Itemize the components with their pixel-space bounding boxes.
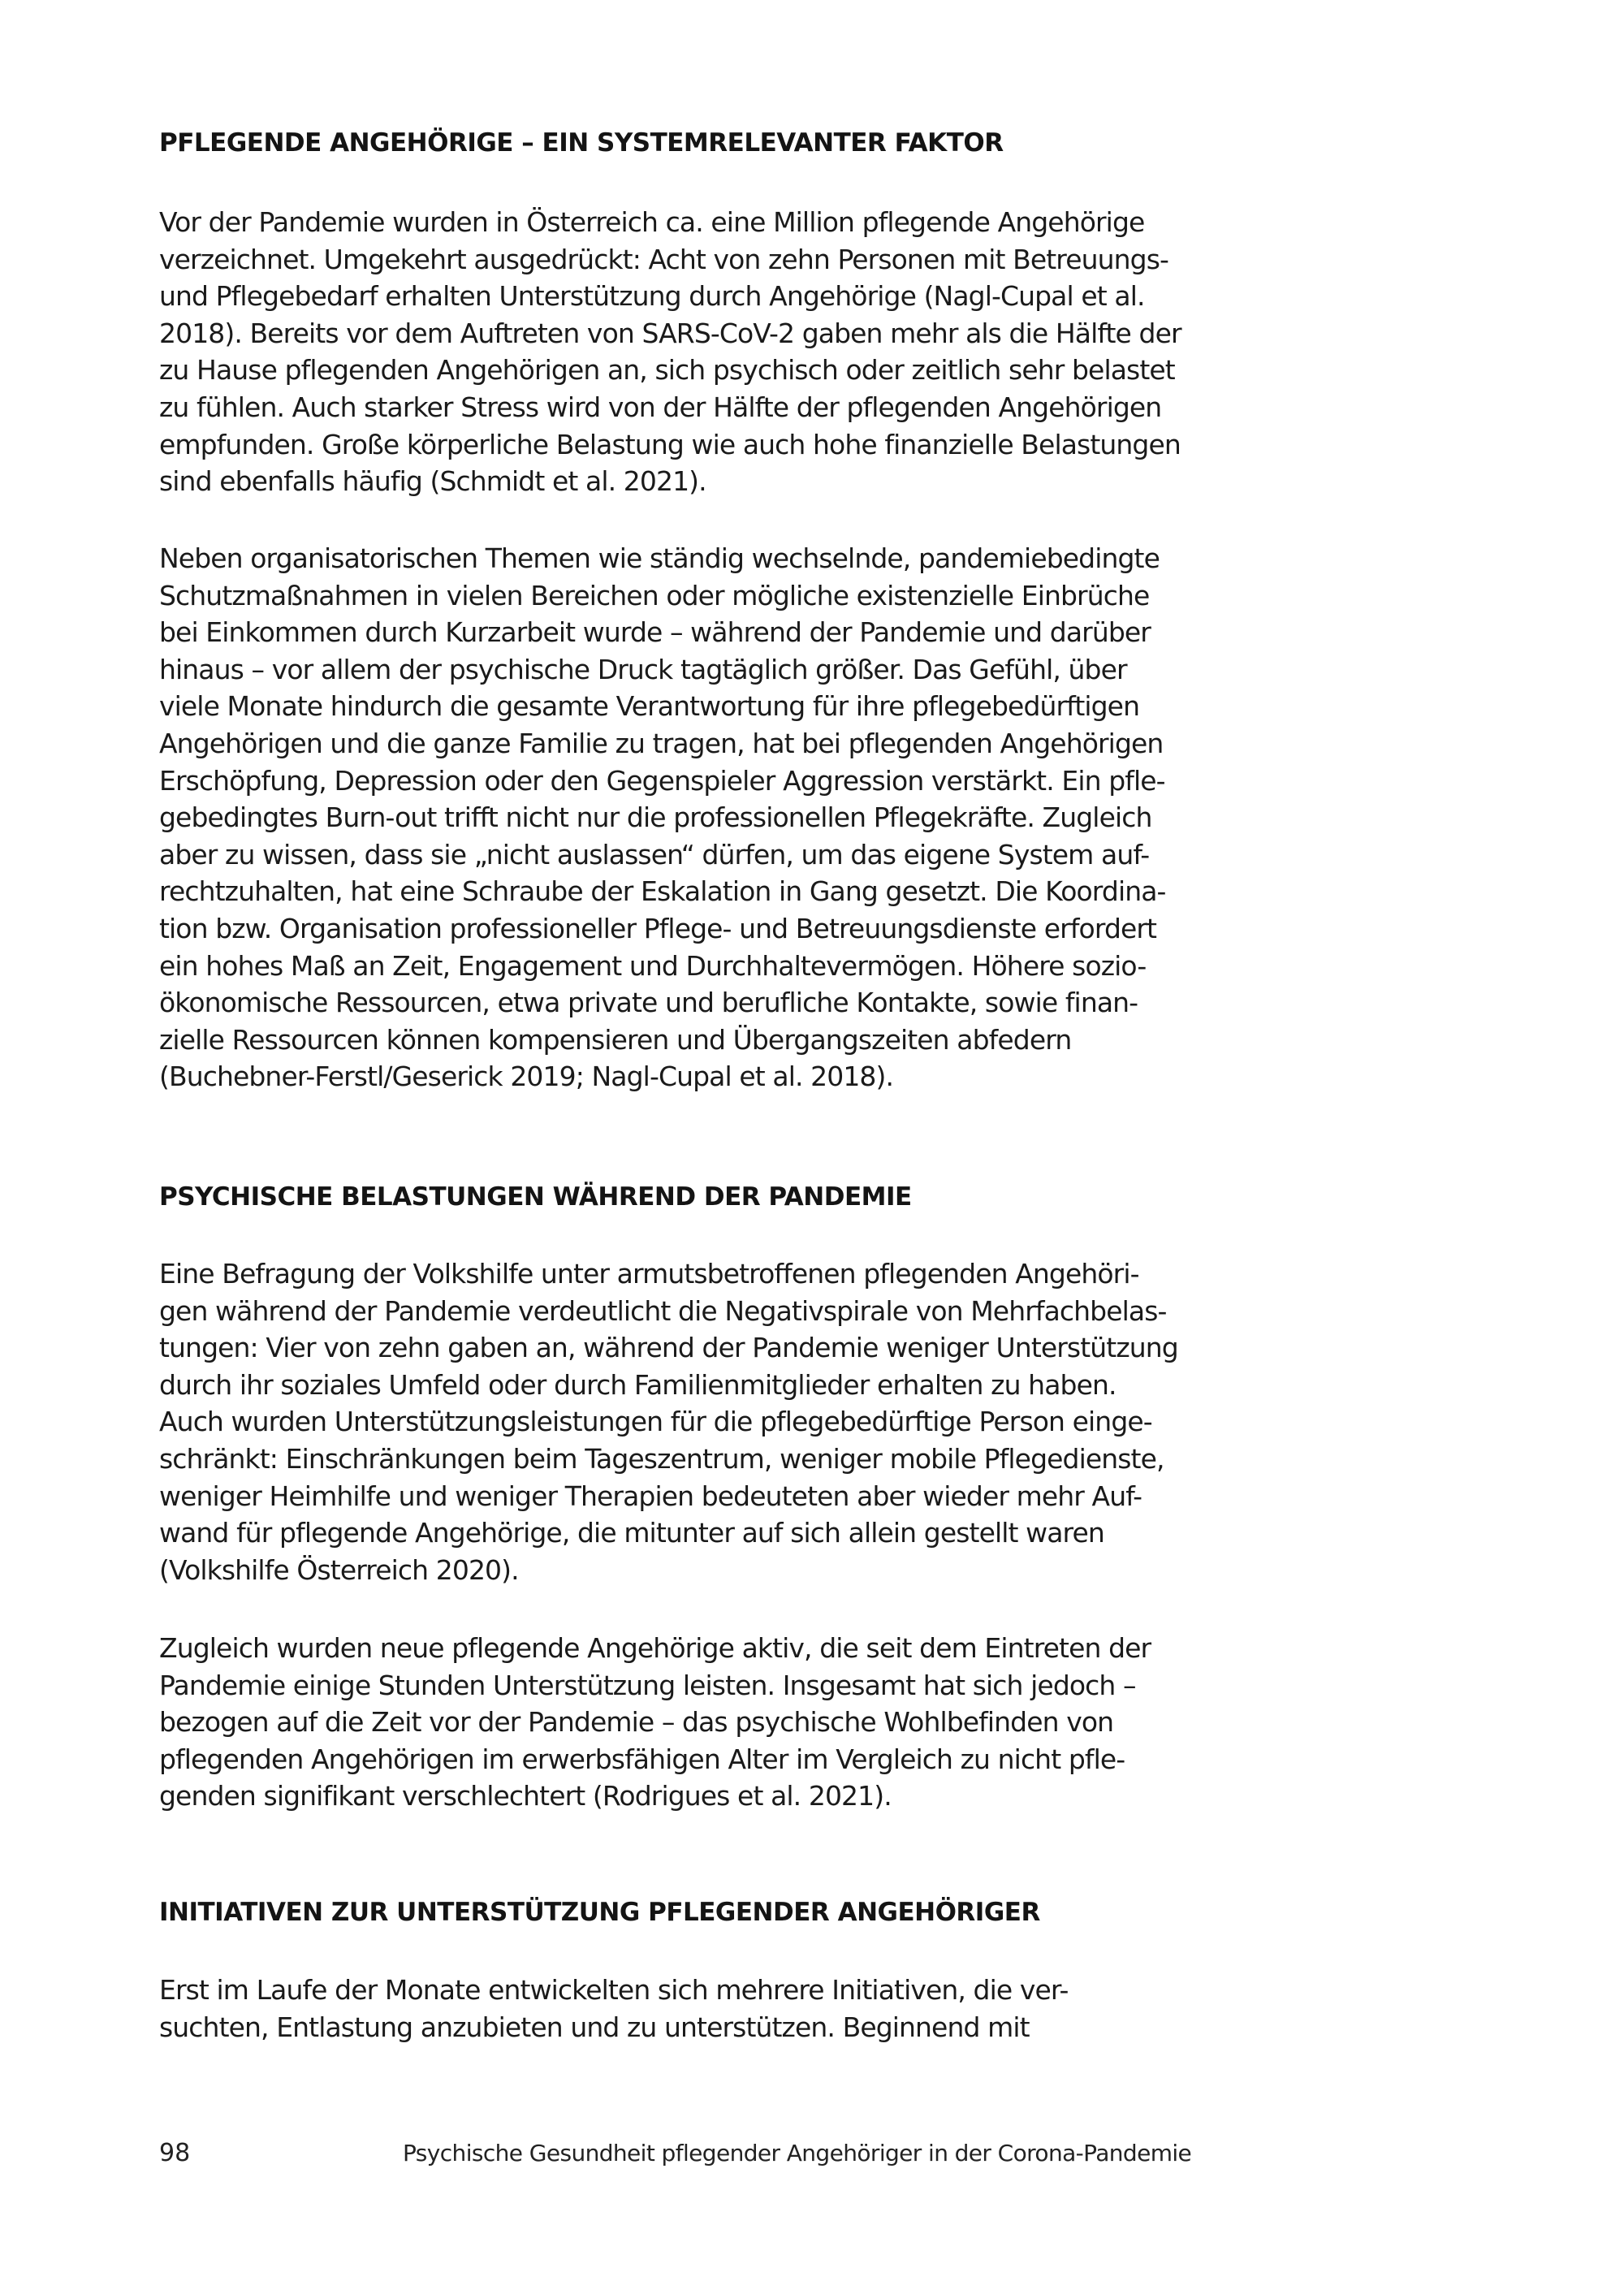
text-line: ein hohes Maß an Zeit, Engagement und Durchhaltevermögen. Höhere sozio- — [159, 949, 1147, 982]
paragraph — [159, 204, 1181, 500]
text-line: aber zu wissen, dass sie „nicht auslassen“ dürfen, um das eigene System auf- — [159, 838, 1150, 870]
text-line: Angehörigen und die ganze Familie zu tragen, hat bei pflegenden Angehörigen — [159, 727, 1164, 759]
text-line: tion bzw. Organisation professioneller Pflege- und Betreuungsdienste erfordert — [159, 912, 1157, 944]
text-line: Erst im Laufe der Monate entwickelten sich mehrere Initiativen, die ver- — [159, 1974, 1069, 2006]
text-line: weniger Heimhilfe und weniger Therapien bedeuteten aber wieder mehr Auf- — [159, 1480, 1142, 1512]
paragraph — [159, 1255, 1178, 1588]
text-line: empfunden. Große körperliche Belastung wie auch hohe finanzielle Belastungen — [159, 428, 1181, 460]
text-line: durch ihr soziales Umfeld oder durch Familienmitglieder erhalten zu haben. — [159, 1368, 1116, 1401]
text-line: 2018). Bereits vor dem Auftreten von SARS-CoV-2 gaben mehr als die Hälfte der — [159, 317, 1181, 349]
text-line: Eine Befragung der Volkshilfe unter armutsbetroffenen pflegenden Angehöri- — [159, 1258, 1139, 1290]
text-line: genden signifikant verschlechtert (Rodrigues et al. 2021). — [159, 1780, 892, 1812]
text-line: zielle Ressourcen können kompensieren und Übergangszeiten abfedern — [159, 1023, 1072, 1056]
text-line: Vor der Pandemie wurden in Österreich ca. eine Million pflegende Angehörige — [159, 206, 1145, 238]
text-line: bei Einkommen durch Kurzarbeit wurde – während der Pandemie und darüber — [159, 616, 1151, 649]
document-page — [159, 0, 1181, 2281]
text-line: tungen: Vier von zehn gaben an, während der Pandemie weniger Unterstützung — [159, 1332, 1178, 1364]
text-line: ökonomische Ressourcen, etwa private und berufliche Kontakte, sowie finan- — [159, 987, 1138, 1019]
text-line: Zugleich wurden neue pflegende Angehörige aktiv, die seit dem Eintreten der — [159, 1632, 1151, 1664]
page-number: 98 — [159, 2139, 191, 2167]
text-line: Pandemie einige Stunden Unterstützung leisten. Insgesamt hat sich jedoch – — [159, 1669, 1136, 1701]
text-line: Auch wurden Unterstützungsleistungen für die pflegebedürftige Person einge- — [159, 1406, 1152, 1438]
text-line: sind ebenfalls häufig (Schmidt et al. 2021). — [159, 465, 706, 498]
text-line: (Volkshilfe Österreich 2020). — [159, 1553, 519, 1586]
text-line: suchten, Entlastung anzubieten und zu unterstützen. Beginnend mit — [159, 2011, 1030, 2043]
text-line: rechtzuhalten, hat eine Schraube der Eskalation in Gang gesetzt. Die Koordina- — [159, 875, 1166, 908]
text-line: gebedingtes Burn-out trifft nicht nur die professionellen Pflegekräfte. Zugleich — [159, 801, 1152, 834]
text-line: Erschöpfung, Depression oder den Gegenspieler Aggression verstärkt. Ein pfle- — [159, 764, 1165, 797]
text-line: verzeichnet. Umgekehrt ausgedrückt: Acht von zehn Personen mit Betreuungs- — [159, 243, 1169, 275]
running-title: Psychische Gesundheit pflegender Angehöriger in der Corona-Pandemie — [403, 2140, 1192, 2167]
text-line: zu fühlen. Auch starker Stress wird von der Hälfte der pflegenden Angehörigen — [159, 391, 1162, 423]
text-line: Neben organisatorischen Themen wie ständig wechselnde, pandemiebedingte — [159, 542, 1160, 574]
text-line: viele Monate hindurch die gesamte Verantwortung für ihre pflegebedürftigen — [159, 690, 1140, 723]
section-heading: PSYCHISCHE BELASTUNGEN WÄHREND DER PANDEMIE — [159, 1182, 912, 1212]
text-line: schränkt: Einschränkungen beim Tageszentrum, weniger mobile Pflegedienste, — [159, 1442, 1164, 1475]
text-line: bezogen auf die Zeit vor der Pandemie – das psychische Wohlbefinden von — [159, 1706, 1114, 1739]
paragraph — [159, 540, 1166, 1095]
paragraph — [159, 1972, 1068, 2046]
section-heading: INITIATIVEN ZUR UNTERSTÜTZUNG PFLEGENDER ANGEHÖRIGER — [159, 1898, 1040, 1927]
text-line: (Buchebner-Ferstl/Geserick 2019; Nagl-Cupal et al. 2018). — [159, 1061, 894, 1093]
section-heading: PFLEGENDE ANGEHÖRIGE – EIN SYSTEMRELEVANTER FAKTOR — [159, 128, 1004, 158]
paragraph — [159, 1630, 1151, 1815]
text-line: zu Hause pflegenden Angehörigen an, sich psychisch oder zeitlich sehr belastet — [159, 354, 1175, 387]
text-line: und Pflegebedarf erhalten Unterstützung durch Angehörige (Nagl-Cupal et al. — [159, 280, 1145, 313]
text-line: hinaus – vor allem der psychische Druck tagtäglich größer. Das Gefühl, über — [159, 653, 1127, 685]
text-line: Schutzmaßnahmen in vielen Bereichen oder mögliche existenzielle Einbrüche — [159, 579, 1150, 611]
text-line: gen während der Pandemie verdeutlicht die Negativspirale von Mehrfachbelas- — [159, 1294, 1167, 1327]
text-line: wand für pflegende Angehörige, die mitunter auf sich allein gestellt waren — [159, 1517, 1104, 1549]
text-line: pflegenden Angehörigen im erwerbsfähigen Alter im Vergleich zu nicht pfle- — [159, 1743, 1125, 1775]
